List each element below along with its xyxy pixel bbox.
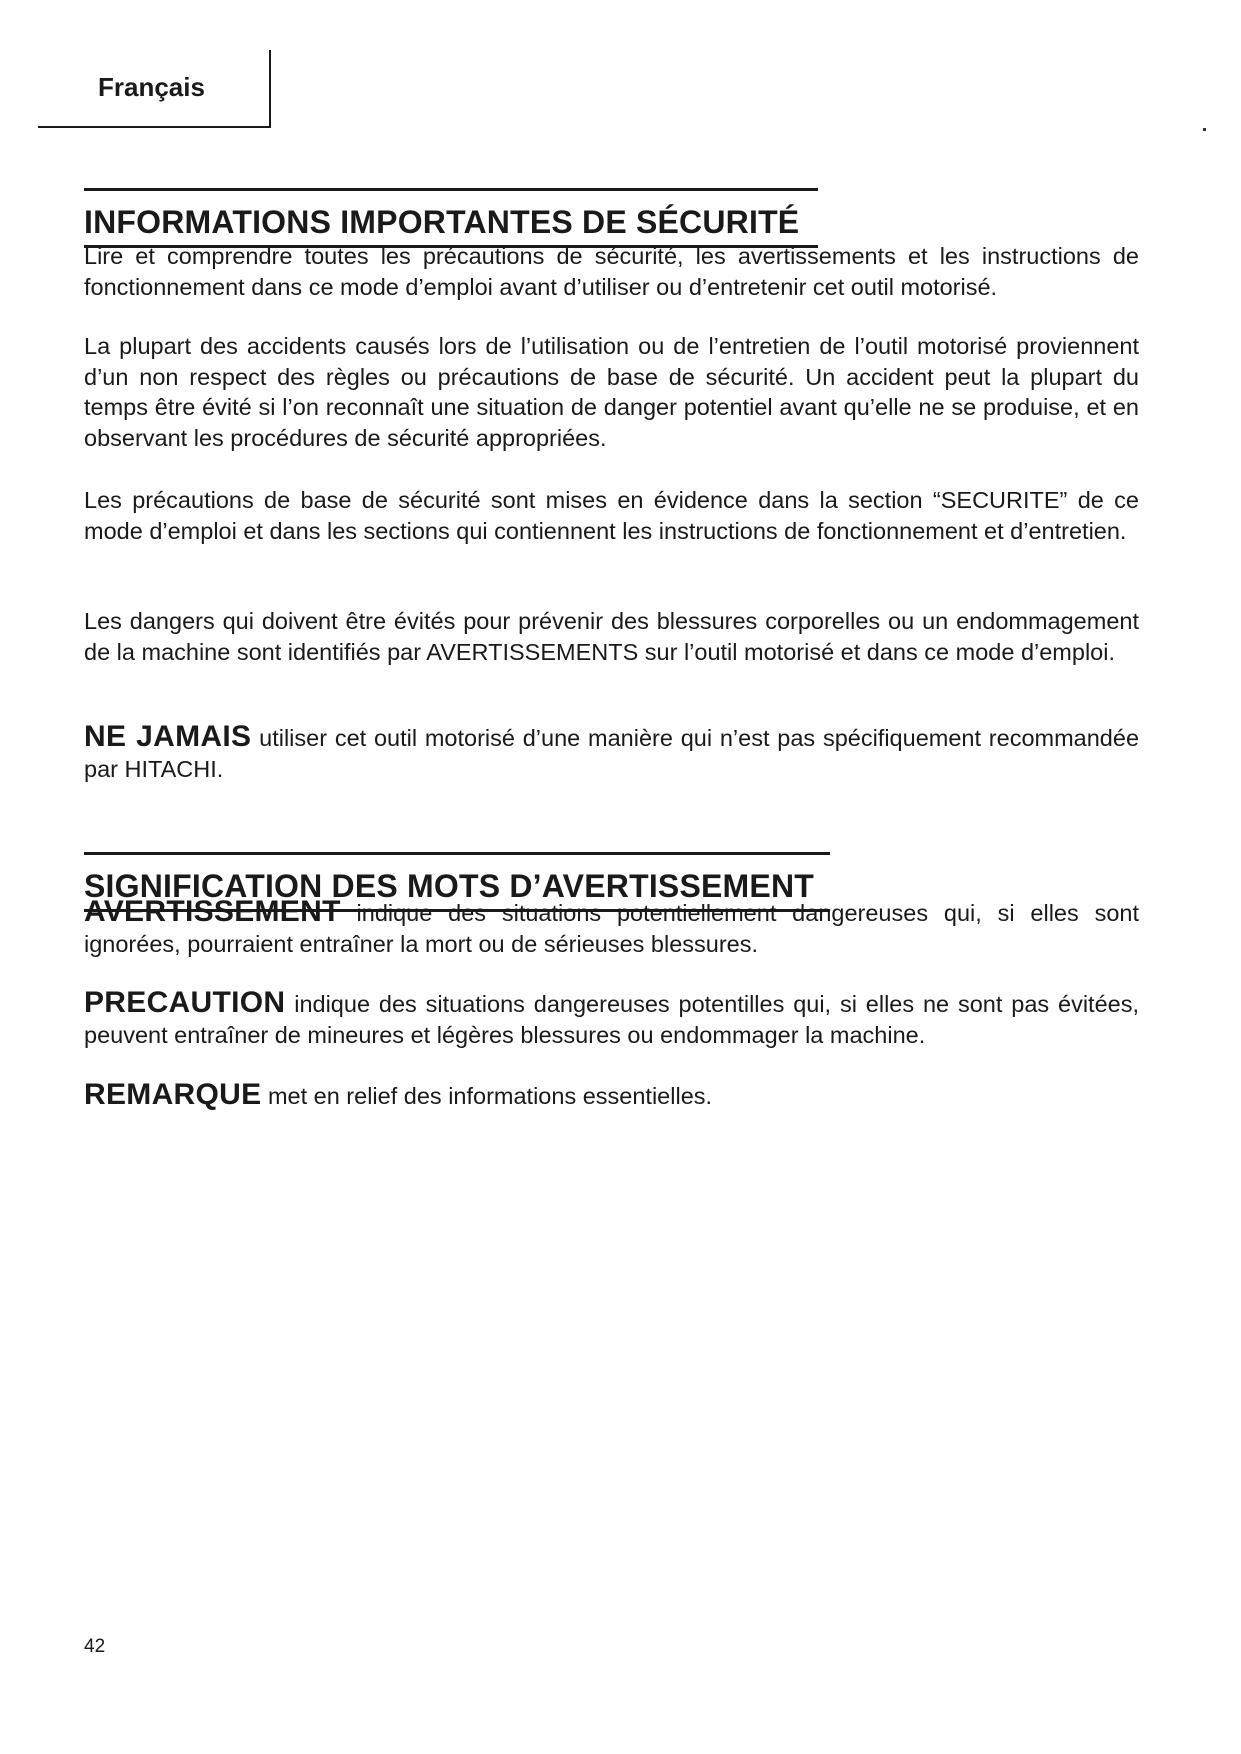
warning-keyword: AVERTISSEMENT bbox=[84, 895, 341, 928]
paragraph-read-instructions: Lire et comprendre toutes les précautions de sécurité, les avertissements et les instructions de fonctionnement dans ce mode d’emploi avant d’utiliser ou d’entretenir cet outil motorisé. bbox=[84, 243, 1139, 300]
never-keyword: NE JAMAIS bbox=[84, 720, 252, 753]
paragraph-accidents: La plupart des accidents causés lors de l’utilisation ou de l’entretien de l’outil motorisé proviennent d’un non respect des règles ou précautions de base de sécurité. Un accident peut la plupart du temps être évité si l’on reconnaît une situation de danger potentiel avant qu’elle ne se produise, et en observant les procédures de sécurité appropriées. bbox=[84, 333, 1139, 451]
definition-note bbox=[84, 1080, 1139, 1112]
paragraph-basic-precautions: Les précautions de base de sécurité sont mises en évidence dans la section “SECURITE” de ce mode d’emploi et dans les sections qui contiennent les instructions de fonctionnement et d’entretien. bbox=[84, 487, 1139, 544]
caution-keyword: PRECAUTION bbox=[84, 986, 286, 1019]
paragraph-dangers: Les dangers qui doivent être évités pour prévenir des blessures corporelles ou un endommagement de la machine sont identifiés par AVERTISSEMENTS sur l’outil motorisé et dans ce mode d’emploi. bbox=[84, 608, 1139, 665]
definition-warning bbox=[84, 897, 1139, 959]
page-number: 42 bbox=[84, 1636, 106, 1657]
definition-caution bbox=[84, 988, 1139, 1050]
language-tab bbox=[38, 50, 271, 128]
note-keyword: REMARQUE bbox=[84, 1078, 262, 1111]
paragraph-never bbox=[84, 722, 1139, 784]
warning-text: indique des situations potentiellement dangereuses qui, si elles sont ignorées, pourraient entraîner la mort ou de sérieuses blessures. bbox=[84, 900, 1139, 957]
section-title-warning-words: SIGNIFICATION DES MOTS D’AVERTISSEMENT bbox=[84, 852, 830, 912]
caution-text: indique des situations dangereuses potentilles qui, si elles ne sont pas évitées, peuvent entraîner de mineures et légères blessures ou endommager la machine. bbox=[84, 991, 1140, 1048]
section-title-safety: INFORMATIONS IMPORTANTES DE SÉCURITÉ bbox=[84, 188, 818, 248]
language-label: Français bbox=[98, 72, 205, 102]
stray-dot bbox=[1203, 128, 1206, 131]
never-text: utiliser cet outil motorisé d’une manière qui n’est pas spécifiquement recommandée par HITACHI. bbox=[84, 725, 1140, 782]
note-text: met en relief des informations essentielles. bbox=[267, 1083, 713, 1109]
